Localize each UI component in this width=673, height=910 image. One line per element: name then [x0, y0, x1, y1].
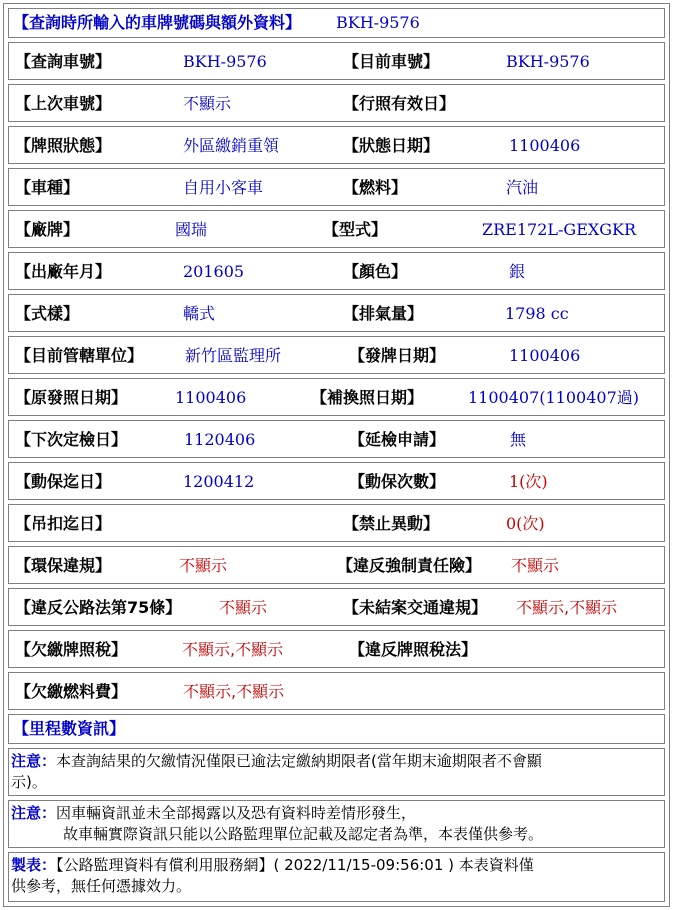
- note-text: 供參考，無任何憑據效力。: [11, 877, 192, 895]
- table-row: [8, 420, 665, 458]
- label-inspection-deferral: 【延檢申請】: [349, 430, 446, 449]
- label-current-jurisdiction: 【目前管轄單位】: [15, 346, 144, 365]
- table-row: [8, 588, 665, 626]
- value-query-plate: BKH-9576: [183, 52, 267, 71]
- value-previous-plate: 不顯示: [183, 94, 232, 113]
- note-data-lag: [8, 800, 665, 848]
- label-next-inspection: 【下次定檢日】: [15, 430, 128, 449]
- value-vehicle-type: 自用小客車: [183, 178, 264, 197]
- label-model: 【型式】: [323, 220, 388, 239]
- label-plate-status: 【牌照狀態】: [15, 136, 112, 155]
- table-row: [8, 378, 665, 416]
- table-row: [8, 504, 665, 542]
- note-label: 製表：: [11, 856, 57, 874]
- table-row: [8, 126, 665, 164]
- label-pending-traffic-violations: 【未結案交通違規】: [343, 598, 488, 617]
- label-suspension-end-date: 【吊扣迄日】: [15, 514, 112, 533]
- vehicle-info-table: [3, 3, 670, 907]
- value-lien-count: 1(次): [509, 472, 548, 491]
- table-row: [8, 84, 665, 122]
- value-unpaid-fuel-fee: 不顯示,不顯示: [183, 682, 285, 701]
- value-current-jurisdiction: 新竹區監理所: [185, 346, 282, 365]
- label-license-tax-violation: 【違反牌照稅法】: [349, 640, 478, 659]
- value-current-plate: BKH-9576: [506, 52, 590, 71]
- value-pending-traffic-violations: 不顯示,不顯示: [516, 598, 618, 617]
- label-status-date: 【狀態日期】: [343, 136, 440, 155]
- value-original-license-date: 1100406: [175, 388, 247, 407]
- table-row: [8, 546, 665, 584]
- table-row: [8, 168, 665, 206]
- label-fuel: 【燃料】: [343, 178, 408, 197]
- label-unpaid-fuel-fee: 【欠繳燃料費】: [15, 682, 128, 701]
- label-license-valid-date: 【行照有效日】: [343, 94, 456, 113]
- label-unpaid-license-tax: 【欠繳牌照稅】: [15, 640, 128, 659]
- note-tabulation: [8, 852, 665, 902]
- value-inspection-deferral: 無: [510, 430, 527, 449]
- note-text: 因車輛資訊並未全部揭露以及恐有資料時差情形發生，: [56, 804, 417, 822]
- value-plate-status: 外區繳銷重領: [183, 136, 280, 155]
- note-text: 故車輛實際資訊只能以公路監理單位記載及認定者為準，本表僅供參考。: [63, 825, 544, 843]
- note-text: 【公路監理資料有償利用服務網】( 2022/11/15-09:56:01 ) 本表資料僅: [56, 856, 534, 874]
- label-brand: 【廠牌】: [15, 220, 80, 239]
- label-manufacture-date: 【出廠年月】: [15, 262, 112, 281]
- label-current-plate: 【目前車號】: [343, 52, 440, 71]
- header-plate: BKH-9576: [336, 13, 420, 32]
- label-lien-end-date: 【動保迄日】: [15, 472, 112, 491]
- value-reissue-date: 1100407(1100407過): [468, 388, 640, 407]
- mileage-title: 【里程數資訊】: [13, 719, 126, 738]
- note-label: 注意：: [11, 752, 57, 770]
- value-compulsory-insurance-violation: 不顯示: [511, 556, 560, 575]
- value-highway-act-75: 不顯示: [219, 598, 268, 617]
- value-fuel: 汽油: [506, 178, 539, 197]
- label-compulsory-insurance-violation: 【違反強制責任險】: [337, 556, 482, 575]
- value-manufacture-date: 201605: [183, 262, 245, 281]
- table-row: [8, 42, 665, 80]
- table-row: [8, 630, 665, 668]
- value-displacement: 1798 cc: [505, 304, 569, 323]
- value-color: 銀: [509, 262, 526, 281]
- label-plate-issue-date: 【發牌日期】: [349, 346, 446, 365]
- table-row: [8, 210, 665, 248]
- value-next-inspection: 1120406: [184, 430, 256, 449]
- label-previous-plate: 【上次車號】: [15, 94, 112, 113]
- value-body-style: 轎式: [183, 304, 216, 323]
- value-lien-end-date: 1200412: [183, 472, 255, 491]
- table-row: [8, 252, 665, 290]
- label-original-license-date: 【原發照日期】: [15, 388, 128, 407]
- value-unpaid-license-tax: 不顯示,不顯示: [182, 640, 284, 659]
- label-reissue-date: 【補換照日期】: [311, 388, 424, 407]
- label-highway-act-75: 【違反公路法第75條】: [15, 598, 182, 617]
- label-body-style: 【式樣】: [15, 304, 80, 323]
- note-text: 本查詢結果的欠繳情況僅限已逾法定繳納期限者(當年期末逾期限者不會顯: [56, 752, 542, 770]
- label-query-plate: 【查詢車號】: [15, 52, 112, 71]
- header-title: 【查詢時所輸入的車牌號碼與額外資料】: [13, 13, 302, 32]
- value-plate-issue-date: 1100406: [509, 346, 581, 365]
- value-model: ZRE172L-GEXGKR: [482, 220, 637, 239]
- table-row: [8, 462, 665, 500]
- mileage-section: [8, 714, 665, 744]
- value-brand: 國瑞: [175, 220, 208, 239]
- value-transfer-prohibited: 0(次): [506, 514, 545, 533]
- table-row: [8, 336, 665, 374]
- value-status-date: 1100406: [509, 136, 581, 155]
- note-label: 注意：: [11, 804, 57, 822]
- label-environmental-violation: 【環保違規】: [15, 556, 112, 575]
- table-row: [8, 294, 665, 332]
- table-row: [8, 672, 665, 710]
- label-displacement: 【排氣量】: [343, 304, 424, 323]
- note-text: 示)。: [11, 773, 47, 791]
- label-color: 【顏色】: [343, 262, 408, 281]
- label-vehicle-type: 【車種】: [15, 178, 80, 197]
- table-header: [8, 8, 665, 38]
- label-lien-count: 【動保次數】: [349, 472, 446, 491]
- value-environmental-violation: 不顯示: [179, 556, 228, 575]
- note-overdue: [8, 748, 665, 796]
- label-transfer-prohibited: 【禁止異動】: [343, 514, 440, 533]
